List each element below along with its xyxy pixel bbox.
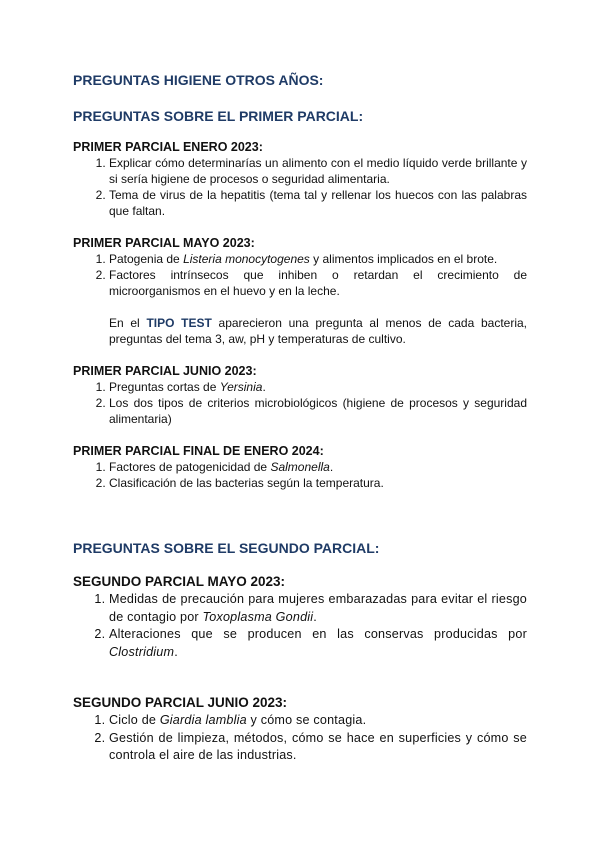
item-text: Patogenia de bbox=[109, 252, 184, 266]
list-item bbox=[109, 379, 527, 395]
item-text: Factores intrínsecos que inhiben o retardan el crecimiento de microorganismos en el huevo y en la leche. bbox=[109, 268, 527, 298]
item-text: Gestión de limpieza, métodos, cómo se hace en superficies y cómo se controla el aire de las industrias. bbox=[109, 730, 527, 762]
tipo-test-note bbox=[109, 315, 527, 347]
list-item bbox=[109, 475, 527, 491]
exam-heading: PRIMER PARCIAL MAYO 2023: bbox=[73, 236, 255, 250]
list-item bbox=[109, 626, 527, 661]
exam-heading: PRIMER PARCIAL ENERO 2023: bbox=[73, 140, 263, 154]
list-item bbox=[109, 591, 527, 626]
item-text: Tema de virus de la hepatitis (tema tal y rellenar los huecos con las palabras que faltan. bbox=[109, 188, 527, 218]
exam-primer-enero-2023 bbox=[73, 139, 527, 219]
exam-heading: SEGUNDO PARCIAL MAYO 2023: bbox=[73, 574, 286, 589]
item-text: y alimentos implicados en el brote. bbox=[309, 252, 498, 266]
note-highlight: TIPO TEST bbox=[146, 316, 212, 330]
exam-heading: PRIMER PARCIAL JUNIO 2023: bbox=[73, 364, 257, 378]
item-text: Explicar cómo determinarías un alimento con el medio líquido verde brillante y si sería higiene de procesos o seguridad alimentaria. bbox=[109, 156, 527, 186]
exam-primer-final-enero-2024 bbox=[73, 443, 527, 491]
item-text: . bbox=[329, 460, 334, 474]
list-item bbox=[109, 155, 527, 187]
species-name: Toxoplasma Gondii bbox=[202, 609, 314, 624]
item-text: Alteraciones que se producen en las conservas producidas por bbox=[109, 627, 527, 641]
item-text: Ciclo de bbox=[109, 713, 160, 727]
item-text: Preguntas cortas de bbox=[109, 380, 220, 394]
exam-primer-junio-2023 bbox=[73, 363, 527, 427]
exam-segundo-junio-2023 bbox=[73, 694, 527, 765]
exam-heading: PRIMER PARCIAL FINAL DE ENERO 2024: bbox=[73, 444, 324, 458]
item-text: . bbox=[313, 609, 317, 624]
note-text: aparecieron una pregunta al menos de cada bacteria, preguntas del tema 3, aw, pH y temperaturas de cultivo. bbox=[109, 316, 527, 346]
item-text: Los dos tipos de criterios microbiológicos (higiene de procesos y seguridad alimentaria) bbox=[109, 396, 527, 426]
list-item bbox=[109, 730, 527, 765]
item-text: . bbox=[174, 644, 178, 659]
species-name: Salmonella bbox=[270, 460, 330, 474]
item-text: . bbox=[262, 380, 266, 394]
section-heading-primer-parcial: PREGUNTAS SOBRE EL PRIMER PARCIAL: bbox=[73, 108, 364, 124]
species-name: Clostridium bbox=[109, 644, 175, 659]
list-item bbox=[109, 267, 527, 299]
exam-primer-mayo-2023 bbox=[73, 235, 527, 347]
list-item bbox=[109, 251, 527, 267]
list-item bbox=[109, 712, 527, 730]
species-name: Listeria monocytogenes bbox=[183, 252, 310, 266]
species-name: Giardia lamblia bbox=[159, 713, 247, 727]
item-text: Factores de patogenicidad de bbox=[109, 460, 271, 474]
item-text: Clasificación de las bacterias según la temperatura. bbox=[109, 476, 384, 490]
species-name: Yersinia bbox=[219, 380, 263, 394]
item-text: y cómo se contagia. bbox=[246, 713, 367, 727]
exam-heading: SEGUNDO PARCIAL JUNIO 2023: bbox=[73, 695, 288, 710]
list-item bbox=[109, 395, 527, 427]
list-item bbox=[109, 459, 527, 475]
item-text: Medidas de precaución para mujeres embarazadas para evitar el riesgo de contagio por bbox=[109, 592, 527, 624]
exam-segundo-mayo-2023 bbox=[73, 573, 527, 661]
section-heading-segundo-parcial: PREGUNTAS SOBRE EL SEGUNDO PARCIAL: bbox=[73, 540, 380, 556]
list-item bbox=[109, 187, 527, 219]
note-text: En el bbox=[109, 316, 147, 330]
document-title: PREGUNTAS HIGIENE OTROS AÑOS: bbox=[73, 72, 324, 88]
